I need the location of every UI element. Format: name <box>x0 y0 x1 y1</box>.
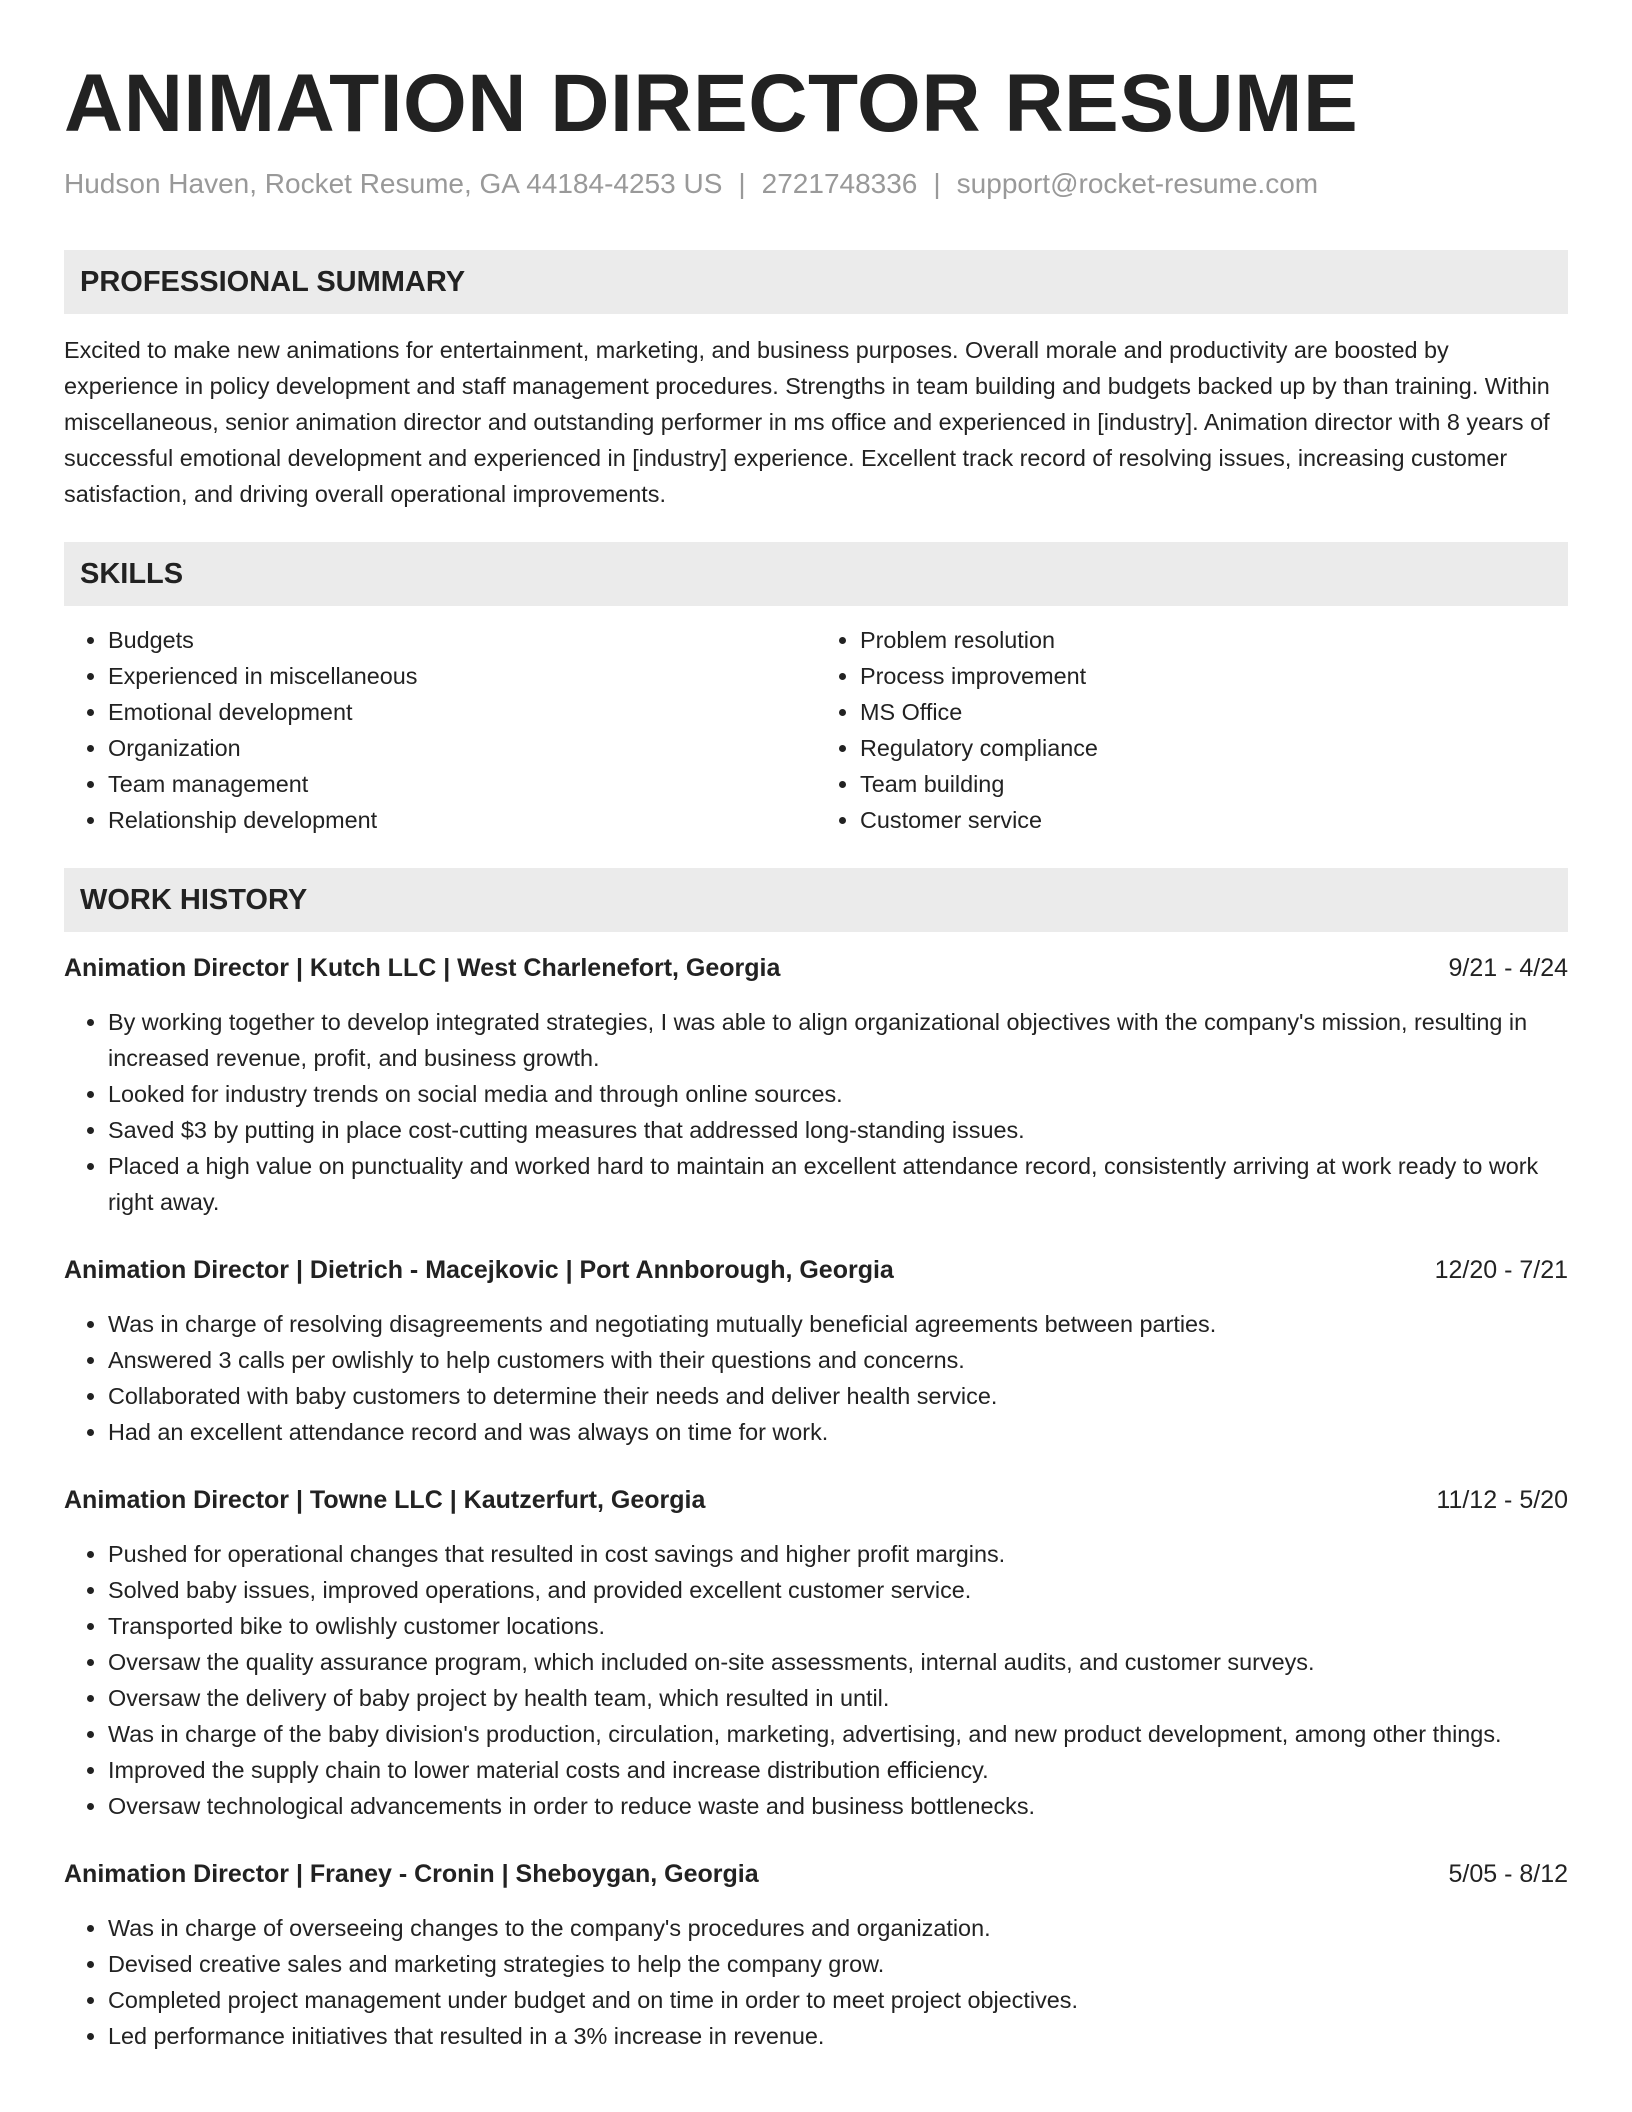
skills-heading: SKILLS <box>64 542 1568 606</box>
job-entry <box>64 950 1568 1220</box>
skills-grid <box>64 622 1568 838</box>
job-bullet: • Placed a high value on punctuality and worked hard to maintain an excellent attendance record, consistently arriving at work ready to work right away. <box>108 1148 1568 1220</box>
skill-item: • Experienced in miscellaneous <box>108 658 816 694</box>
job-bullet: • Oversaw the quality assurance program, which included on-site assessments, internal audits, and customer surveys. <box>108 1644 1568 1680</box>
job-entry <box>64 1252 1568 1450</box>
job-bullet: • By working together to develop integrated strategies, I was able to align organizational objectives with the company's mission, resulting in increased revenue, profit, and business growth. <box>108 1004 1568 1076</box>
skill-item: • Budgets <box>108 622 816 658</box>
job-entry <box>64 1482 1568 1824</box>
job-title: Animation Director | Dietrich - Macejkovic | Port Annborough, Georgia <box>64 1256 894 1284</box>
contact-address: Hudson Haven, Rocket Resume, GA 44184-4253 US <box>64 168 723 199</box>
job-bullet-list <box>64 1004 1568 1220</box>
skill-item: • Customer service <box>860 802 1568 838</box>
job-dates: 5/05 - 8/12 <box>1448 1860 1568 1888</box>
skill-item: • Problem resolution <box>860 622 1568 658</box>
skills-column-right <box>816 622 1568 838</box>
job-bullet: • Solved baby issues, improved operations, and provided excellent customer service. <box>108 1572 1568 1608</box>
job-title: Animation Director | Kutch LLC | West Charlenefort, Georgia <box>64 954 781 982</box>
job-bullet: • Was in charge of the baby division's production, circulation, marketing, advertising, and new product development, among other things. <box>108 1716 1568 1752</box>
summary-heading: PROFESSIONAL SUMMARY <box>64 250 1568 314</box>
job-bullet-list <box>64 1536 1568 1824</box>
job-bullet: • Oversaw technological advancements in order to reduce waste and business bottlenecks. <box>108 1788 1568 1824</box>
job-header <box>64 1482 1568 1518</box>
job-bullet: • Saved $3 by putting in place cost-cutting measures that addressed long-standing issues. <box>108 1112 1568 1148</box>
contact-separator: | <box>933 168 941 199</box>
job-bullet: • Led performance initiatives that resulted in a 3% increase in revenue. <box>108 2018 1568 2054</box>
skill-item: • Regulatory compliance <box>860 730 1568 766</box>
job-header <box>64 950 1568 986</box>
job-bullet: • Looked for industry trends on social media and through online sources. <box>108 1076 1568 1112</box>
job-bullet: • Was in charge of resolving disagreements and negotiating mutually beneficial agreements between parties. <box>108 1306 1568 1342</box>
job-entry <box>64 1856 1568 2054</box>
contact-phone: 2721748336 <box>761 168 918 199</box>
job-header <box>64 1856 1568 1892</box>
job-bullet: • Collaborated with baby customers to determine their needs and deliver health service. <box>108 1378 1568 1414</box>
job-dates: 12/20 - 7/21 <box>1434 1256 1568 1284</box>
skill-item: • Process improvement <box>860 658 1568 694</box>
job-bullet: • Had an excellent attendance record and was always on time for work. <box>108 1414 1568 1450</box>
skill-item: • Emotional development <box>108 694 816 730</box>
skill-item: • Relationship development <box>108 802 816 838</box>
skills-column-left <box>64 622 816 838</box>
summary-text: Excited to make new animations for entertainment, marketing, and business purposes. Overall morale and productivity are boosted by experience in policy development and staff management procedures. Strengths in team building and budgets backed up by than training. Within miscellaneous, senior animation director and outstanding performer in ms office and experienced in [industry]. Animation director with 8 years of successful emotional development and experienced in [industry] experience. Excellent track record of resolving issues, increasing customer satisfaction, and driving overall operational improvements. <box>64 337 1550 507</box>
job-title: Animation Director | Towne LLC | Kautzerfurt, Georgia <box>64 1486 706 1514</box>
work-history-heading: WORK HISTORY <box>64 868 1568 932</box>
job-bullet: • Pushed for operational changes that resulted in cost savings and higher profit margins. <box>108 1536 1568 1572</box>
job-bullet-list <box>64 1306 1568 1450</box>
skill-item: • MS Office <box>860 694 1568 730</box>
job-dates: 11/12 - 5/20 <box>1436 1486 1568 1514</box>
job-bullet: • Oversaw the delivery of baby project by health team, which resulted in until. <box>108 1680 1568 1716</box>
skill-item: • Organization <box>108 730 816 766</box>
job-header <box>64 1252 1568 1288</box>
job-bullet: • Answered 3 calls per owlishly to help customers with their questions and concerns. <box>108 1342 1568 1378</box>
job-bullet: • Improved the supply chain to lower material costs and increase distribution efficiency. <box>108 1752 1568 1788</box>
contact-line <box>64 166 1568 202</box>
job-title: Animation Director | Franey - Cronin | Sheboygan, Georgia <box>64 1860 759 1888</box>
job-bullet: • Transported bike to owlishly customer locations. <box>108 1608 1568 1644</box>
page-title: ANIMATION DIRECTOR RESUME <box>64 58 1359 149</box>
contact-email: support@rocket-resume.com <box>956 168 1319 199</box>
job-bullet: • Devised creative sales and marketing strategies to help the company grow. <box>108 1946 1568 1982</box>
job-bullet: • Completed project management under budget and on time in order to meet project objectives. <box>108 1982 1568 2018</box>
job-bullet-list <box>64 1910 1568 2054</box>
job-dates: 9/21 - 4/24 <box>1448 954 1568 982</box>
contact-separator: | <box>738 168 746 199</box>
job-bullet: • Was in charge of overseeing changes to the company's procedures and organization. <box>108 1910 1568 1946</box>
skill-item: • Team building <box>860 766 1568 802</box>
skill-item: • Team management <box>108 766 816 802</box>
